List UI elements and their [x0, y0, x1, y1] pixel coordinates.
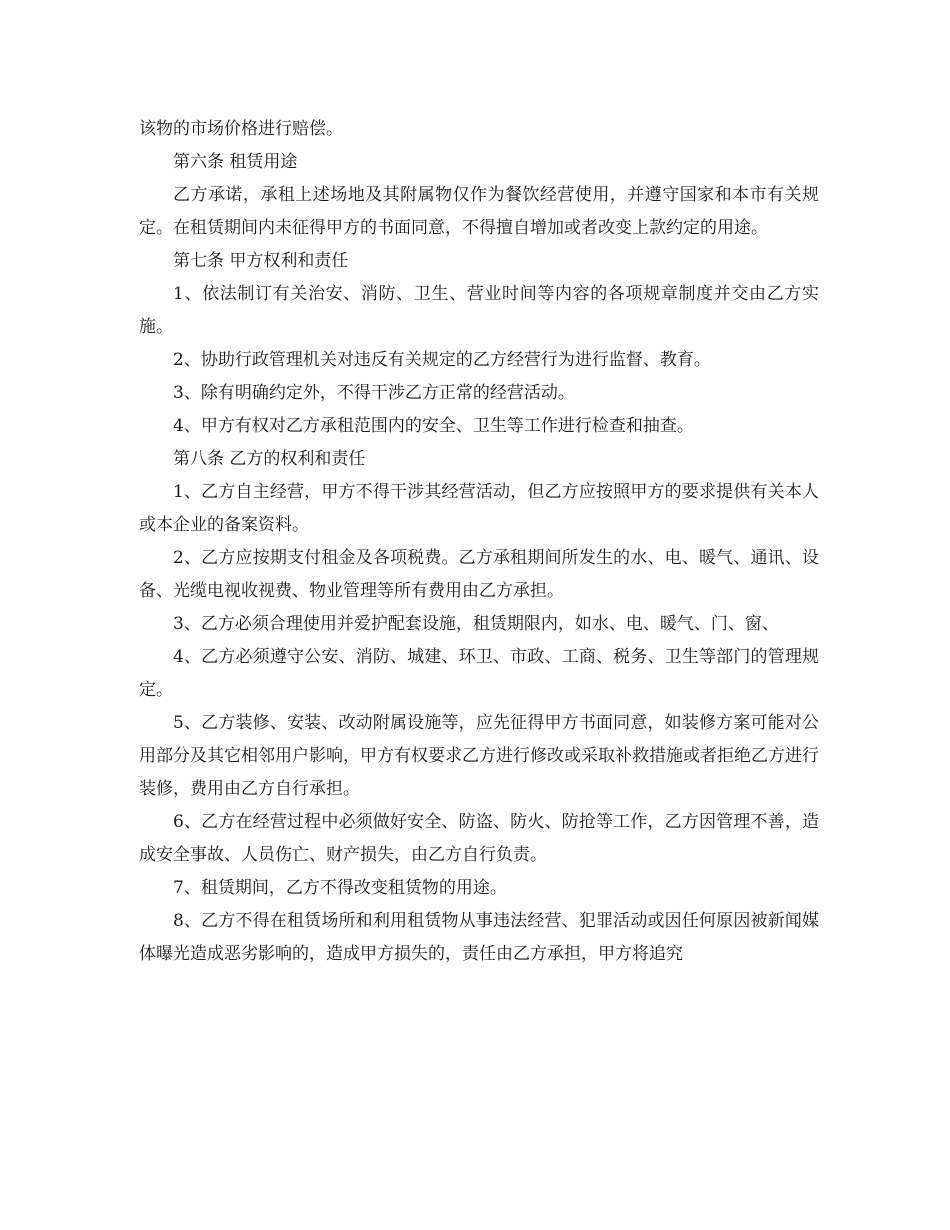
list-item: 6、乙方在经营过程中必须做好安全、防盗、防火、防抢等工作，乙方因管理不善，造成安全事故、人员伤亡、财产损失，由乙方自行负责。 — [139, 812, 819, 865]
list-item: 4、乙方必须遵守公安、消防、城建、环卫、市政、工商、税务、卫生等部门的管理规定。 — [139, 647, 819, 700]
list-item: 3、除有明确约定外，不得干涉乙方正常的经营活动。 — [173, 383, 575, 403]
paragraph: 乙方承诺，承租上述场地及其附属物仅作为餐饮经营使用，并遵守国家和本市有关规定。在租赁期间内未征得甲方的书面同意，不得擅自增加或者改变上款约定的用途。 — [139, 185, 819, 238]
section-heading: 第七条 甲方权利和责任 — [173, 251, 349, 271]
paragraph: 该物的市场价格进行赔偿。 — [139, 119, 343, 139]
section-heading: 第八条 乙方的权利和责任 — [173, 449, 366, 469]
list-item: 1、依法制订有关治安、消防、卫生、营业时间等内容的各项规章制度并交由乙方实施。 — [139, 284, 819, 337]
list-item: 2、乙方应按期支付租金及各项税费。乙方承租期间所发生的水、电、暖气、通讯、设备、光缆电视收视费、物业管理等所有费用由乙方承担。 — [139, 548, 819, 601]
section-heading: 第六条 租赁用途 — [173, 152, 298, 172]
list-item: 2、协助行政管理机关对违反有关规定的乙方经营行为进行监督、教育。 — [173, 350, 711, 370]
list-item: 5、乙方装修、安装、改动附属设施等，应先征得甲方书面同意，如装修方案可能对公用部分及其它相邻用户影响，甲方有权要求乙方进行修改或采取补救措施或者拒绝乙方进行装修，费用由乙方自行承担。 — [139, 713, 819, 799]
list-item: 3、乙方必须合理使用并爱护配套设施，租赁期限内，如水、电、暖气、门、窗、 — [173, 614, 779, 634]
document-body — [139, 113, 819, 971]
list-item: 1、乙方自主经营，甲方不得干涉其经营活动，但乙方应按照甲方的要求提供有关本人或本企业的备案资料。 — [139, 482, 819, 535]
list-item: 8、乙方不得在租赁场所和利用租赁物从事违法经营、犯罪活动或因任何原因被新闻媒体曝光造成恶劣影响的，造成甲方损失的，责任由乙方承担，甲方将追究 — [139, 911, 819, 964]
list-item: 7、租赁期间，乙方不得改变租赁物的用途。 — [173, 878, 507, 898]
list-item: 4、甲方有权对乙方承租范围内的安全、卫生等工作进行检查和抽查。 — [173, 416, 694, 436]
